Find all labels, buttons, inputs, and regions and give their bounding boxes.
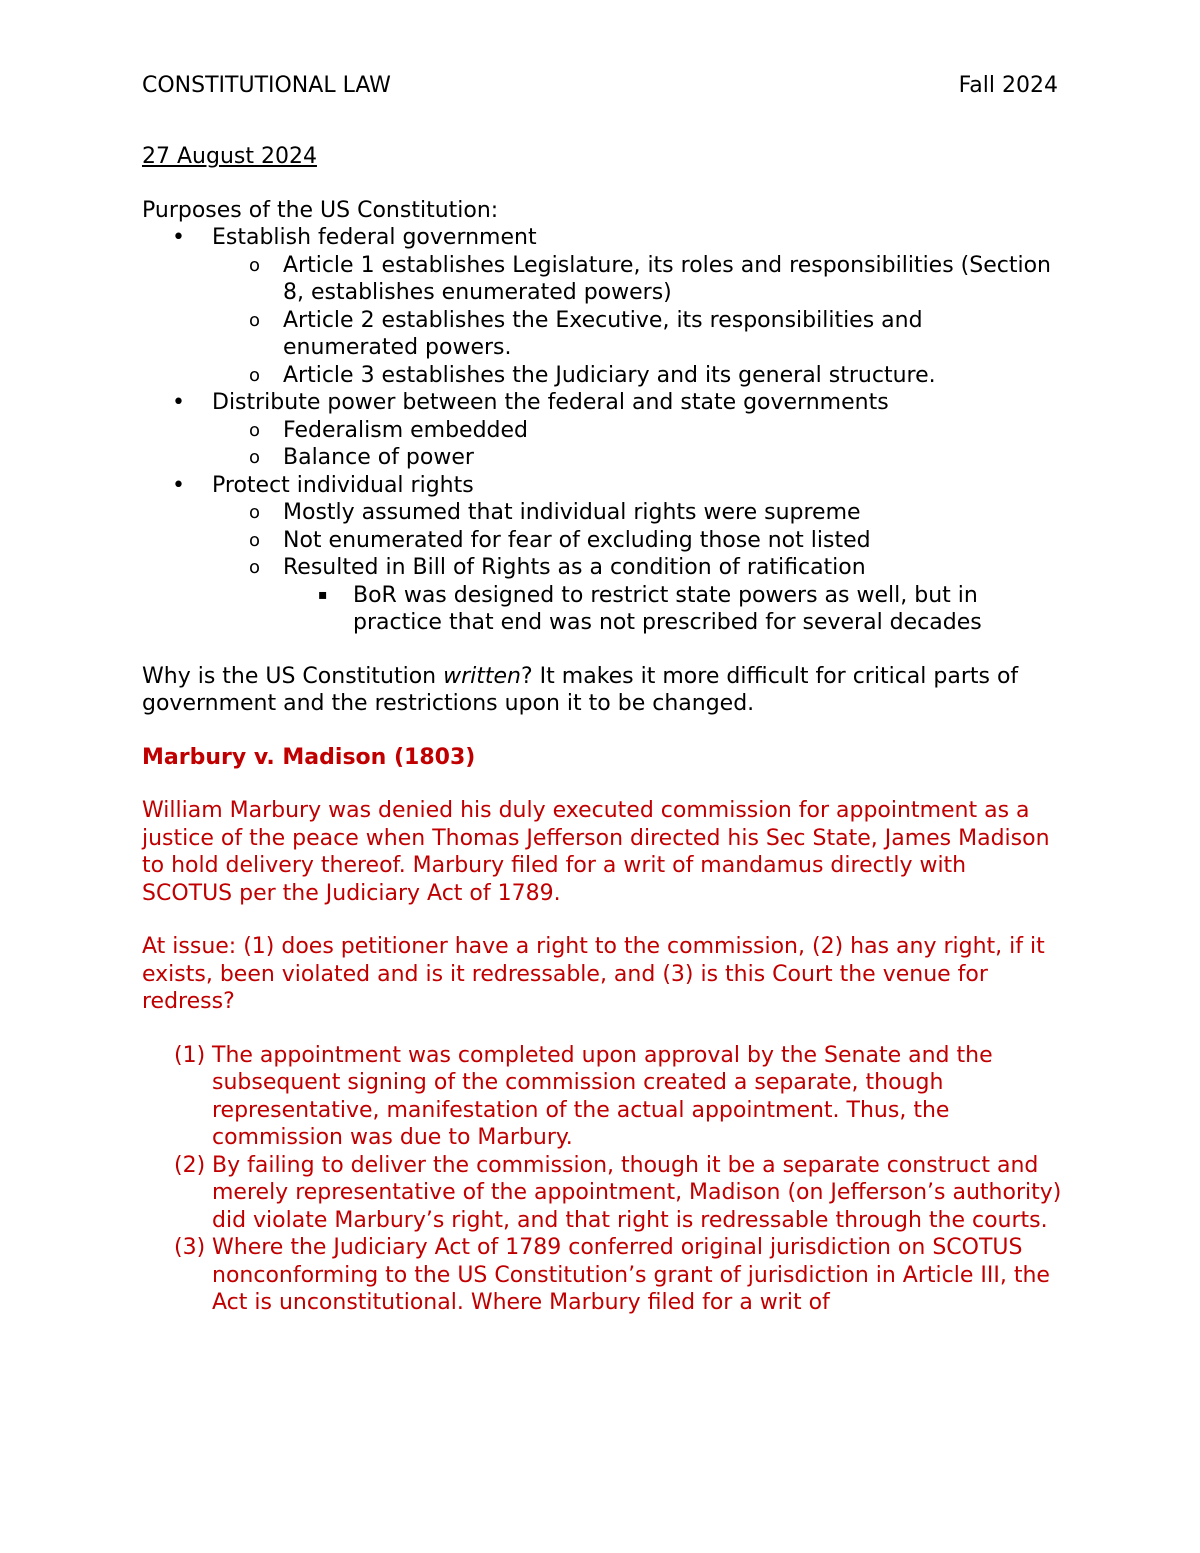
list-item: o Article 2 establishes the Executive, its responsibilities and enumerated powers. <box>249 307 923 360</box>
list-item: o Not enumerated for fear of excluding those not listed <box>249 527 871 553</box>
lecture-date: 27 August 2024 <box>142 144 317 169</box>
holding-number: (2) <box>174 1152 206 1178</box>
circle-bullet-icon: o <box>249 529 261 551</box>
list-item: o Balance of power <box>249 445 474 470</box>
list-item: o Mostly assumed that individual rights were supreme <box>249 500 861 525</box>
why-written-paragraph: Why is the US Constitution written? It makes it more difficult for critical parts of government and the restrictions upon it to be changed. <box>142 663 1019 716</box>
list-item: • Establish federal government <box>172 225 537 250</box>
course-title: CONSTITUTIONAL LAW <box>142 73 391 98</box>
holding-item: (1) The appointment was completed upon approval by the Senate and the subsequent signing of the commission created a separate, though representative, manifestation of the actual appointment. Thus, the commission was due to Marbury. <box>174 1042 993 1150</box>
term-label: Fall 2024 <box>958 73 1058 98</box>
bullet-icon: • <box>172 390 185 415</box>
purposes-list <box>142 224 1062 637</box>
purposes-heading: Purposes of the US Constitution: <box>142 197 499 223</box>
emphasis: written <box>443 663 521 689</box>
case-heading: Marbury v. Madison (1803) <box>142 744 476 770</box>
list-item: • Distribute power between the federal and state governments <box>172 390 889 415</box>
circle-bullet-icon: o <box>249 364 261 386</box>
circle-bullet-icon: o <box>249 309 261 331</box>
circle-bullet-icon: o <box>249 419 261 441</box>
list-item: • Protect individual rights <box>172 472 474 498</box>
bullet-icon: • <box>172 225 185 250</box>
circle-bullet-icon: o <box>249 557 261 578</box>
notes-body <box>142 143 1062 1317</box>
circle-bullet-icon: o <box>249 447 261 468</box>
list-item: ▪ BoR was designed to restrict state powers as well, but in practice that end was not prescribed for several decades <box>318 582 982 635</box>
holding-number: (1) <box>174 1042 206 1068</box>
holding-number: (3) <box>174 1235 206 1260</box>
list-item: o Resulted in Bill of Rights as a condition of ratification <box>249 555 866 580</box>
holding-item: (3) Where the Judiciary Act of 1789 conferred original jurisdiction on SCOTUS nonconforming to the US Constitution’s grant of jurisdiction in Article III, the Act is unconstitutional. Where Marbury filed for a writ of <box>174 1235 1050 1315</box>
square-bullet-icon: ▪ <box>318 586 328 603</box>
case-issue: At issue: (1) does petitioner have a right to the commission, (2) has any right, if it exists, been violated and is it redressable, and (3) is this Court the venue for redress? <box>142 934 1045 1014</box>
list-item: o Article 3 establishes the Judiciary and its general structure. <box>249 362 936 388</box>
holding-item: (2) By failing to deliver the commission, though it be a separate construct and merely representative of the appointment, Madison (on Jefferson’s authority) did violate Marbury’s right, and that right is redressable through the courts. <box>174 1152 1062 1233</box>
case-facts: William Marbury was denied his duly executed commission for appointment as a justice of the peace when Thomas Jefferson directed his Sec State, James Madison to hold delivery thereof. Marbury filed for a writ of mandamus directly with SCOTUS per the Judiciary Act of 1789. <box>142 798 1050 906</box>
circle-bullet-icon: o <box>249 502 261 523</box>
bullet-icon: • <box>172 472 185 498</box>
circle-bullet-icon: o <box>249 254 261 276</box>
list-item: o Article 1 establishes Legislature, its roles and responsibilities (Section 8, establishes enumerated powers) <box>249 252 1051 305</box>
list-item: o Federalism embedded <box>249 417 529 443</box>
